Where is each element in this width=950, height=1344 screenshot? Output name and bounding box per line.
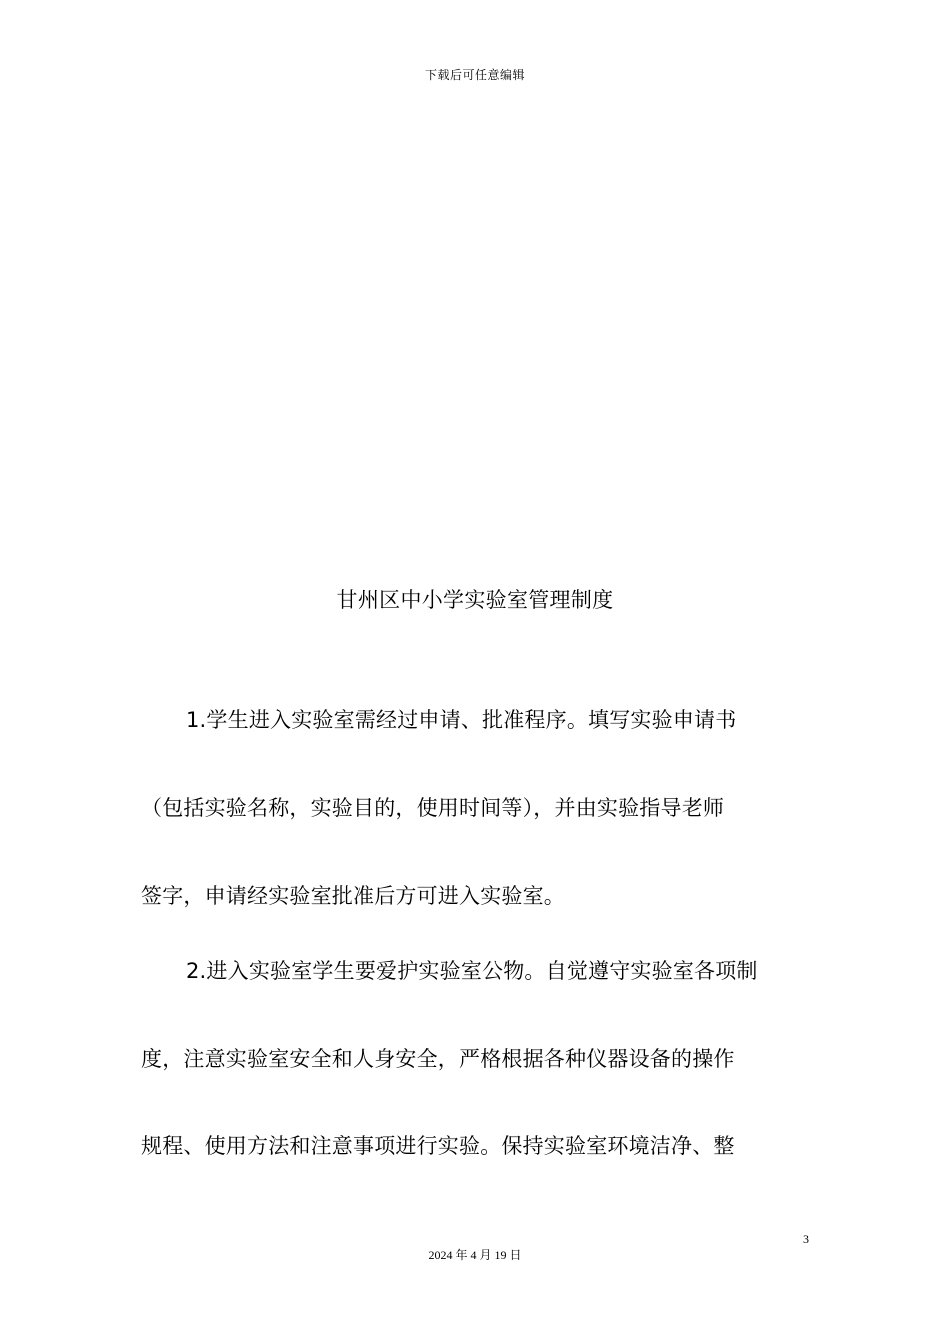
footer-date: 2024 年 4 月 19 日 bbox=[428, 1248, 522, 1262]
paragraph-2-line-3: 规程、使用方法和注意事项进行实验。保持实验室环境洁净、整 bbox=[141, 1134, 735, 1158]
header-note: 下载后可任意编辑 bbox=[424, 68, 525, 82]
paragraph-1-line-3: 签字，申请经实验室批准后方可进入实验室。 bbox=[141, 884, 565, 908]
paragraph-2-line-2: 度，注意实验室安全和人身安全，严格根据各种仪器设备的操作 bbox=[141, 1047, 735, 1071]
document-title: 甘州区中小学实验室管理制度 bbox=[336, 588, 614, 612]
paragraph-2-line-1: 2.进入实验室学生要爱护实验室公物。自觉遵守实验室各项制 bbox=[186, 959, 758, 983]
page-number: 3 bbox=[803, 1232, 809, 1246]
paragraph-1-line-2: （包括实验名称，实验目的，使用时间等），并由实验指导老师 bbox=[141, 796, 725, 820]
paragraph-1-line-1: 1.学生进入实验室需经过申请、批准程序。填写实验申请书 bbox=[186, 708, 737, 732]
